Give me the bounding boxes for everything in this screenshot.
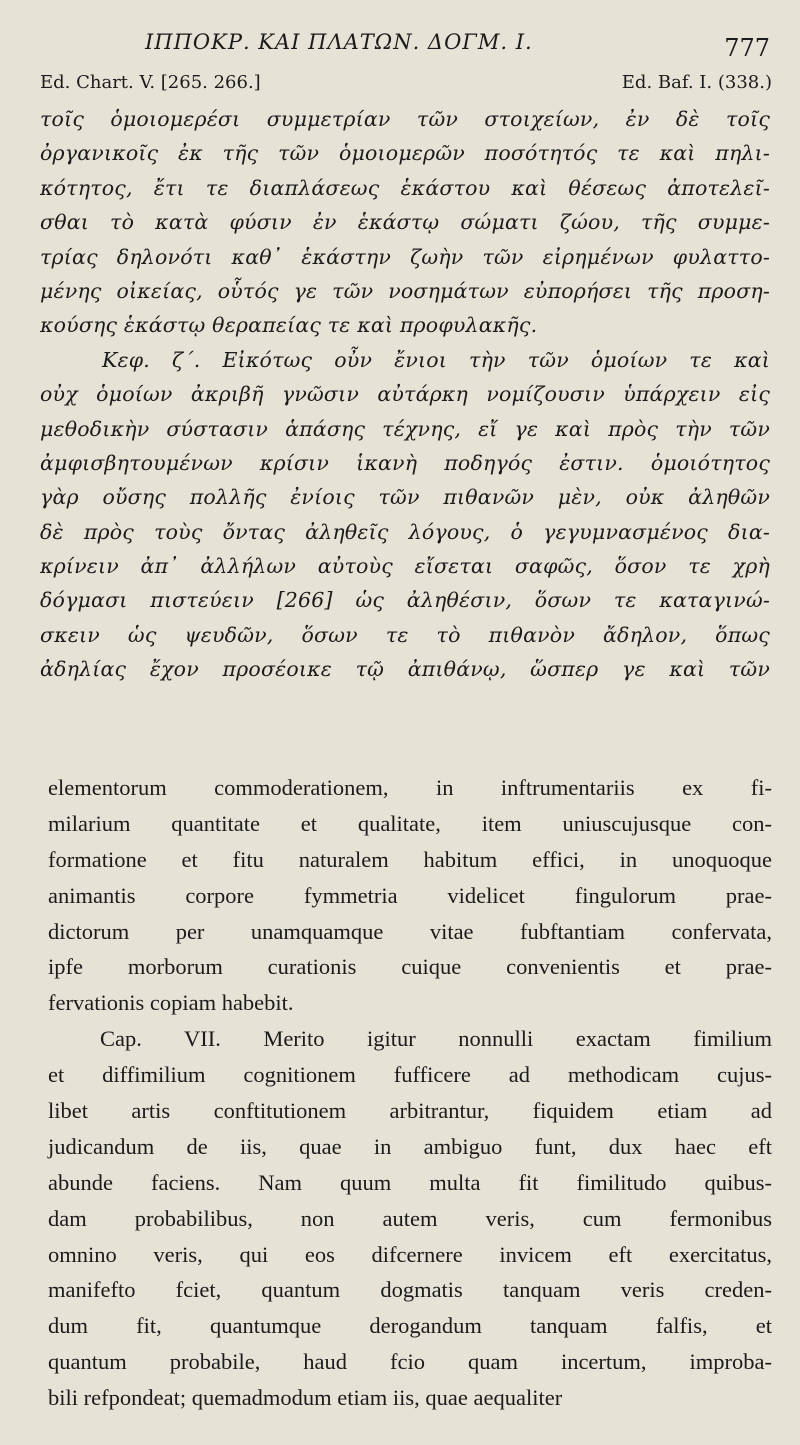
greek-chapter-heading-line: Κεφ. ζ΄. Εἰκότως οὖν ἔνιοι τὴν τῶν ὁμοίων τε καὶ (102, 347, 770, 372)
running-head-title: ΙΠΠΟΚΡ. ΚΑΙ ΠΛΑΤΩΝ. ΔΟΓΜ. Ι. (145, 30, 533, 54)
latin-line: formatione et fitu naturalem habitum effici, in unoquoque (48, 846, 772, 872)
greek-line: οὐχ ὁμοίων ἀκριβῆ γνῶσιν αὐτάρκη νομίζουσιν ὑπάρχειν εἰς (40, 382, 770, 407)
greek-line: δὲ πρὸς τοὺς ὄντας ἀληθεῖς λόγους, ὁ γεγυμνασμένος δια- (40, 519, 770, 544)
latin-line: quantum probabile, haud fcio quam incertum, improba- (48, 1349, 772, 1375)
greek-line: σκειν ὡς ψευδῶν, ὅσων τε τὸ πιθανὸν ἄδηλον, ὅπως (40, 622, 770, 647)
greek-line: μένης οἰκείας, οὗτός γε τῶν νοσημάτων εὐπορήσει τῆς προση- (40, 278, 770, 303)
greek-text-block (40, 102, 770, 687)
greek-line: ὀργανικοῖς ἐκ τῆς τῶν ὁμοιομερῶν ποσότητός τε καὶ πηλι- (40, 141, 770, 166)
greek-line: κρίνειν ἀπ᾿ ἀλλήλων αὐτοὺς εἴσεται σαφῶς, ὅσον τε χρὴ (40, 554, 770, 579)
latin-line: animantis corpore fymmetria videlicet fingulorum prae- (48, 882, 772, 908)
latin-line: dam probabilibus, non autem veris, cum fermonibus (48, 1205, 772, 1231)
greek-line: γὰρ οὔσης πολλῆς ἐνίοις τῶν πιθανῶν μὲν, οὐκ ἀληθῶν (40, 485, 770, 510)
latin-line: milarium quantitate et qualitate, item uniuscujusque con- (48, 810, 772, 836)
latin-line: ipfe morborum curationis cuique convenientis et prae- (48, 954, 772, 980)
page-number: 777 (724, 34, 770, 62)
greek-line: ἀδηλίας ἔχον προσέοικε τῷ ἀπιθάνῳ, ὥσπερ γε καὶ τῶν (40, 657, 770, 682)
latin-text-block (48, 770, 772, 1416)
latin-line: bili refpondeat; quemadmodum etiam iis, quae aequaliter (48, 1385, 563, 1411)
greek-line: κότητος, ἔτι τε διαπλάσεως ἑκάστου καὶ θέσεως ἀποτελεῖ- (40, 175, 770, 200)
edition-reference-line (40, 72, 772, 98)
latin-line: libet artis conftitutionem arbitrantur, fiquidem etiam ad (48, 1098, 772, 1124)
greek-line: τοῖς ὁμοιομερέσι συμμετρίαν τῶν στοιχείων, ἐν δὲ τοῖς (40, 107, 770, 131)
latin-line: dum fit, quantumque derogandum tanquam falfis, et (48, 1313, 772, 1339)
latin-line: judicandum de iis, quae in ambiguo funt, dux haec eft (48, 1133, 772, 1159)
latin-chapter-heading-line: Cap. VII. Merito igitur nonnulli exactam fimilium (100, 1026, 772, 1052)
latin-line: et diffimilium cognitionem fufficere ad methodicam cujus- (48, 1062, 772, 1088)
edition-chartier-reference: Ed. Chart. V. [265. 266.] (40, 72, 261, 93)
latin-line: manifefto fciet, quantum dogmatis tanquam veris creden- (48, 1277, 772, 1303)
latin-line: elementorum commoderationem, in inftrumentariis ex fi- (48, 775, 772, 800)
running-head (40, 28, 780, 62)
latin-line: omnino veris, qui eos difcernere invicem eft exercitatus, (48, 1241, 772, 1267)
greek-line: κούσης ἑκάστῳ θεραπείας τε καὶ προφυλακῆς. (40, 313, 538, 338)
greek-line: σθαι τὸ κατὰ φύσιν ἐν ἑκάστῳ σώματι ζώου, τῆς συμμε- (40, 210, 770, 235)
greek-line: δόγμασι πιστεύειν [266] ὡς ἀληθέσιν, ὅσων τε καταγινώ- (40, 588, 770, 613)
greek-line: μεθοδικὴν σύστασιν ἁπάσης τέχνης, εἴ γε καὶ πρὸς τὴν τῶν (40, 416, 770, 441)
latin-line: dictorum per unamquamque vitae fubftantiam confervata, (48, 918, 772, 944)
edition-basel-reference: Ed. Baf. I. (338.) (621, 72, 772, 93)
latin-line: fervationis copiam habebit. (48, 990, 294, 1016)
greek-line: ἀμφισβητουμένων κρίσιν ἱκανὴ ποδηγός ἐστιν. ὁμοιότητος (40, 450, 770, 475)
latin-line: abunde faciens. Nam quum multa fit fimilitudo quibus- (48, 1169, 772, 1195)
greek-line: τρίας δηλονότι καθ᾿ ἑκάστην ζωὴν τῶν εἰρημένων φυλαττο- (40, 244, 770, 269)
